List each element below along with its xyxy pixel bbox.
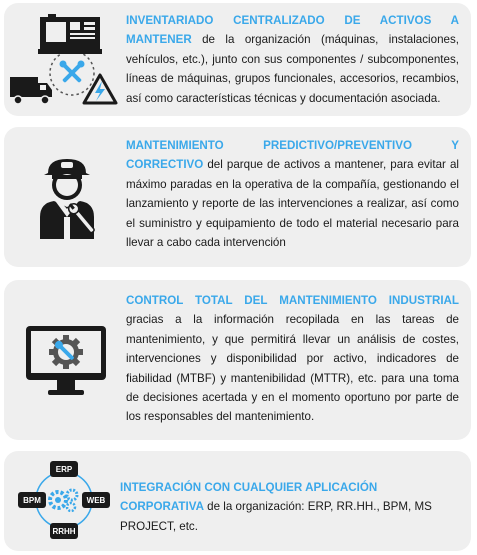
integration-label-web: WEB: [86, 496, 106, 505]
section-text: [126, 291, 459, 427]
section-text: [126, 136, 459, 252]
integration-label-erp: ERP: [55, 465, 73, 474]
section-card-control: [4, 280, 471, 440]
section-body: gracias a la información recopilada en las tareas de mantenimiento, y que permitirá llevar un análisis de costes, intervenciones y disponibilidad por activo, indicadores de fiabilidad (MTBF) y mantenibilidad (MTTR), etc. para una toma de decisiones acertada y en el momento oportuno por parte de los responsables del mantenimiento.: [126, 313, 459, 424]
section-title: CONTROL TOTAL DEL MANTENIMIENTO INDUSTRIAL: [126, 294, 459, 307]
integration-label-bpm: BPM: [23, 496, 41, 505]
section-card-inventory: [4, 3, 471, 116]
section-title: MANTENIMIENTO PREDICTIVO/PREVENTIVO Y CORRECTIVO: [126, 139, 459, 172]
section-title: INVENTARIADO CENTRALIZADO DE ACTIVOS A MANTENER: [126, 14, 459, 47]
integration-icon: [16, 457, 112, 543]
section-body: de la organización (máquinas, instalaciones, vehículos, etc.), junto con sus componentes / subcomponentes, líneas de máquinas, grupos funcionales, accesorios, recambios, así como características técnicas y documentación asociada.: [126, 33, 459, 105]
mechanic-icon: [34, 155, 100, 239]
section-text: [120, 478, 463, 536]
section-body: del parque de activos a mantener, para evitar al máximo paradas en la operativa de la compañía, gestionando el lanzamiento y reporte de las intervenciones a realizar, así como el suministro y equipamiento de todo el material necesario para llevar a cabo cada intervención: [126, 158, 459, 250]
section-card-integration: [4, 451, 471, 551]
section-card-maintenance: [4, 127, 471, 267]
section-title: INTEGRACIÓN CON CUALQUIER APLICACIÓN CORPORATIVA: [120, 481, 378, 514]
section-body: de la organización: ERP, RR.HH., BPM, MS PROJECT, etc.: [120, 500, 432, 533]
assets-machinery-icon: [8, 13, 120, 111]
integration-label-rrhh: RRHH: [52, 527, 76, 536]
monitor-gear-icon: [24, 324, 108, 398]
section-text: [126, 11, 459, 108]
